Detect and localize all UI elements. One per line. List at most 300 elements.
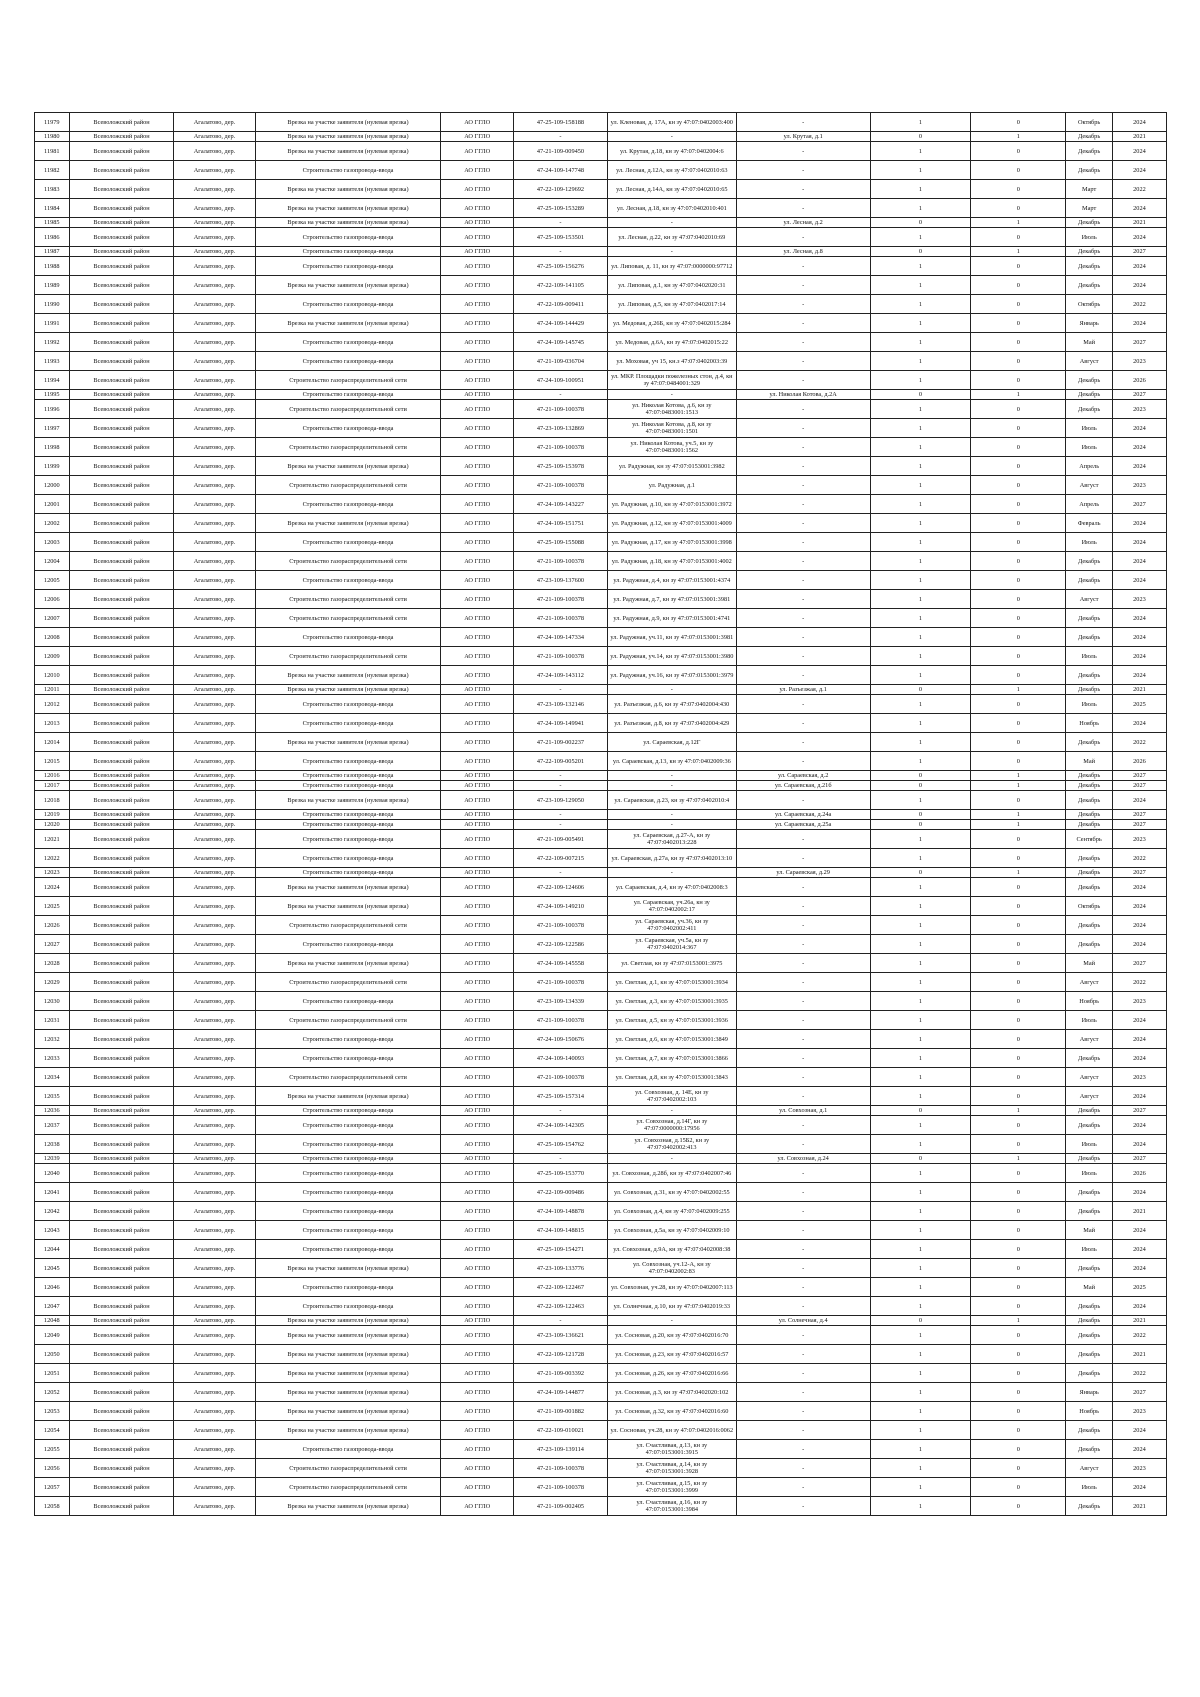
cell-count-a: 0 (870, 218, 971, 228)
cell-address-cadastral: ул. Совхозная, д.14Г, кн зу 47:07:0000000:17956 (607, 1116, 736, 1135)
cell-work-type: Врезка на участке заявителя (нулевая врезка) (255, 685, 441, 695)
cell-address-cadastral: - (607, 1154, 736, 1164)
cell-district: Всеволожский район (69, 514, 174, 533)
cell-application-number: 47-25-109-157314 (513, 1087, 607, 1106)
table-row (35, 571, 1167, 590)
cell-application-number: 47-21-109-100378 (513, 400, 607, 419)
cell-work-type: Строительство газораспределительной сети (255, 400, 441, 419)
cell-count-b: 0 (971, 897, 1066, 916)
cell-month: Декабрь (1066, 276, 1112, 295)
cell-count-b: 0 (971, 628, 1066, 647)
table-row (35, 1068, 1167, 1087)
cell-month: Май (1066, 752, 1112, 771)
cell-row-number: 12041 (35, 1183, 70, 1202)
cell-street-address: - (736, 1116, 870, 1135)
cell-count-a: 1 (870, 1478, 971, 1497)
cell-row-number: 12047 (35, 1297, 70, 1316)
cell-organization: АО ГГЛО (441, 228, 513, 247)
cell-settlement: Агалатово, дер. (174, 314, 255, 333)
cell-address-cadastral: - (607, 132, 736, 142)
cell-address-cadastral: ул. Светлая, кн зу 47:07:0153001:3975 (607, 954, 736, 973)
cell-application-number: 47-22-109-007215 (513, 849, 607, 868)
cell-street-address: - (736, 180, 870, 199)
cell-work-type: Врезка на участке заявителя (нулевая врезка) (255, 954, 441, 973)
cell-year: 2024 (1112, 1183, 1166, 1202)
cell-year: 2024 (1112, 714, 1166, 733)
cell-settlement: Агалатово, дер. (174, 132, 255, 142)
cell-count-a: 1 (870, 514, 971, 533)
cell-month: Декабрь (1066, 552, 1112, 571)
cell-year: 2021 (1112, 218, 1166, 228)
cell-application-number: 47-22-109-009486 (513, 1183, 607, 1202)
cell-application-number: 47-21-109-002237 (513, 733, 607, 752)
cell-work-type: Строительство газопровода-ввода (255, 419, 441, 438)
cell-year: 2023 (1112, 992, 1166, 1011)
cell-count-b: 0 (971, 1345, 1066, 1364)
cell-row-number: 12006 (35, 590, 70, 609)
cell-row-number: 12048 (35, 1316, 70, 1326)
cell-district: Всеволожский район (69, 1164, 174, 1183)
cell-row-number: 12020 (35, 820, 70, 830)
cell-address-cadastral: ул. Сараевская, д.27-А, кн зу 47:07:0402013:228 (607, 830, 736, 849)
cell-row-number: 12040 (35, 1164, 70, 1183)
cell-settlement: Агалатово, дер. (174, 954, 255, 973)
cell-row-number: 12029 (35, 973, 70, 992)
cell-count-a: 1 (870, 400, 971, 419)
cell-address-cadastral: ул. Радужная, уч.14, кн зу 47:07:0153001:3980 (607, 647, 736, 666)
cell-year: 2024 (1112, 228, 1166, 247)
cell-year: 2027 (1112, 495, 1166, 514)
cell-application-number: 47-21-109-100378 (513, 552, 607, 571)
cell-count-a: 1 (870, 1402, 971, 1421)
cell-row-number: 12024 (35, 878, 70, 897)
cell-count-b: 1 (971, 132, 1066, 142)
table-row (35, 992, 1167, 1011)
table-row (35, 1316, 1167, 1326)
cell-street-address: - (736, 1459, 870, 1478)
cell-work-type: Врезка на участке заявителя (нулевая врезка) (255, 457, 441, 476)
cell-street-address: - (736, 752, 870, 771)
cell-work-type: Врезка на участке заявителя (нулевая врезка) (255, 180, 441, 199)
cell-year: 2022 (1112, 1326, 1166, 1345)
cell-street-address: ул. Совхозная, д.24 (736, 1154, 870, 1164)
cell-row-number: 12012 (35, 695, 70, 714)
cell-application-number: 47-24-109-150676 (513, 1030, 607, 1049)
cell-row-number: 12018 (35, 791, 70, 810)
cell-count-b: 0 (971, 1030, 1066, 1049)
cell-year: 2025 (1112, 1278, 1166, 1297)
cell-year: 2024 (1112, 791, 1166, 810)
cell-address-cadastral: - (607, 771, 736, 781)
cell-application-number: 47-21-109-009450 (513, 142, 607, 161)
cell-street-address: - (736, 1202, 870, 1221)
cell-address-cadastral: ул. Крутая, д.18, кн зу 47:07:0402004:6 (607, 142, 736, 161)
cell-organization: АО ГГЛО (441, 666, 513, 685)
cell-work-type: Строительство газораспределительной сети (255, 371, 441, 390)
cell-organization: АО ГГЛО (441, 1221, 513, 1240)
cell-count-a: 1 (870, 1087, 971, 1106)
cell-count-b: 0 (971, 257, 1066, 276)
cell-work-type: Строительство газопровода-ввода (255, 571, 441, 590)
cell-street-address: - (736, 1478, 870, 1497)
cell-month: Декабрь (1066, 142, 1112, 161)
cell-work-type: Врезка на участке заявителя (нулевая врезка) (255, 218, 441, 228)
cell-address-cadastral: - (607, 781, 736, 791)
table-row (35, 1421, 1167, 1440)
cell-address-cadastral: ул. Совхозная, д. 14Е, кн зу 47:07:0402002:103 (607, 1087, 736, 1106)
cell-district: Всеволожский район (69, 1240, 174, 1259)
cell-settlement: Агалатово, дер. (174, 276, 255, 295)
cell-count-a: 1 (870, 1459, 971, 1478)
table-row (35, 514, 1167, 533)
cell-organization: АО ГГЛО (441, 333, 513, 352)
cell-row-number: 11998 (35, 438, 70, 457)
cell-district: Всеволожский район (69, 247, 174, 257)
cell-organization: АО ГГЛО (441, 390, 513, 400)
cell-work-type: Врезка на участке заявителя (нулевая врезка) (255, 878, 441, 897)
cell-work-type: Врезка на участке заявителя (нулевая врезка) (255, 1402, 441, 1421)
cell-settlement: Агалатово, дер. (174, 1135, 255, 1154)
cell-district: Всеволожский район (69, 552, 174, 571)
cell-work-type: Строительство газопровода-ввода (255, 1154, 441, 1164)
cell-settlement: Агалатово, дер. (174, 1221, 255, 1240)
cell-work-type: Строительство газопровода-ввода (255, 228, 441, 247)
cell-settlement: Агалатово, дер. (174, 113, 255, 132)
cell-application-number: 47-24-109-145745 (513, 333, 607, 352)
cell-settlement: Агалатово, дер. (174, 1240, 255, 1259)
cell-count-b: 0 (971, 199, 1066, 218)
cell-row-number: 12050 (35, 1345, 70, 1364)
cell-count-b: 0 (971, 954, 1066, 973)
cell-address-cadastral: - (607, 1106, 736, 1116)
cell-year: 2024 (1112, 438, 1166, 457)
cell-address-cadastral: ул. Радужная, д.17, кн зу 47:07:0153001:3998 (607, 533, 736, 552)
cell-street-address: - (736, 457, 870, 476)
cell-settlement: Агалатово, дер. (174, 695, 255, 714)
cell-address-cadastral: ул. Радужная, д.7, кн зу 47:07:0153001:3981 (607, 590, 736, 609)
cell-count-b: 1 (971, 1106, 1066, 1116)
cell-row-number: 12017 (35, 781, 70, 791)
cell-year: 2024 (1112, 897, 1166, 916)
cell-work-type: Строительство газораспределительной сети (255, 609, 441, 628)
cell-work-type: Строительство газопровода-ввода (255, 820, 441, 830)
cell-district: Всеволожский район (69, 1087, 174, 1106)
cell-organization: АО ГГЛО (441, 1068, 513, 1087)
cell-month: Сентябрь (1066, 830, 1112, 849)
cell-month: Июль (1066, 533, 1112, 552)
cell-month: Декабрь (1066, 1364, 1112, 1383)
cell-application-number: 47-25-109-153501 (513, 228, 607, 247)
cell-organization: АО ГГЛО (441, 954, 513, 973)
cell-street-address: - (736, 992, 870, 1011)
cell-month: Август (1066, 1459, 1112, 1478)
cell-application-number: - (513, 1106, 607, 1116)
cell-organization: АО ГГЛО (441, 400, 513, 419)
cell-address-cadastral: ул. Радужная, уч.16, кн зу 47:07:0153001:3979 (607, 666, 736, 685)
cell-application-number: 47-25-109-154762 (513, 1135, 607, 1154)
cell-row-number: 12005 (35, 571, 70, 590)
cell-street-address: - (736, 314, 870, 333)
cell-row-number: 12043 (35, 1221, 70, 1240)
cell-settlement: Агалатово, дер. (174, 714, 255, 733)
cell-work-type: Строительство газопровода-ввода (255, 1183, 441, 1202)
cell-year: 2023 (1112, 400, 1166, 419)
cell-settlement: Агалатово, дер. (174, 1068, 255, 1087)
cell-settlement: Агалатово, дер. (174, 666, 255, 685)
cell-work-type: Врезка на участке заявителя (нулевая врезка) (255, 1383, 441, 1402)
table-row (35, 257, 1167, 276)
cell-application-number: - (513, 218, 607, 228)
cell-count-a: 1 (870, 1116, 971, 1135)
cell-district: Всеволожский район (69, 1345, 174, 1364)
cell-organization: АО ГГЛО (441, 820, 513, 830)
cell-count-b: 0 (971, 1164, 1066, 1183)
cell-street-address: - (736, 878, 870, 897)
cell-district: Всеволожский район (69, 180, 174, 199)
cell-count-a: 1 (870, 1221, 971, 1240)
cell-month: Март (1066, 180, 1112, 199)
table-row (35, 897, 1167, 916)
cell-row-number: 11993 (35, 352, 70, 371)
table-row (35, 714, 1167, 733)
cell-row-number: 12055 (35, 1440, 70, 1459)
table-row (35, 400, 1167, 419)
cell-month: Декабрь (1066, 1326, 1112, 1345)
cell-address-cadastral: ул. Светлая, д.8, кн зу 47:07:0153001:3843 (607, 1068, 736, 1087)
cell-row-number: 11999 (35, 457, 70, 476)
cell-settlement: Агалатово, дер. (174, 791, 255, 810)
cell-count-a: 0 (870, 1316, 971, 1326)
cell-count-b: 0 (971, 590, 1066, 609)
cell-organization: АО ГГЛО (441, 1383, 513, 1402)
cell-count-b: 0 (971, 333, 1066, 352)
table-row (35, 781, 1167, 791)
cell-application-number: 47-23-109-139114 (513, 1440, 607, 1459)
cell-month: Декабрь (1066, 771, 1112, 781)
cell-organization: АО ГГЛО (441, 781, 513, 791)
cell-count-a: 1 (870, 628, 971, 647)
cell-work-type: Строительство газораспределительной сети (255, 916, 441, 935)
cell-street-address: - (736, 276, 870, 295)
cell-year: 2027 (1112, 1106, 1166, 1116)
cell-district: Всеволожский район (69, 666, 174, 685)
cell-settlement: Агалатово, дер. (174, 199, 255, 218)
cell-application-number: 47-25-109-158188 (513, 113, 607, 132)
cell-organization: АО ГГЛО (441, 276, 513, 295)
cell-street-address: - (736, 1049, 870, 1068)
cell-address-cadastral: ул. Николая Котова, д.8, кн зу 47:07:0483001:1501 (607, 419, 736, 438)
cell-district: Всеволожский район (69, 714, 174, 733)
cell-settlement: Агалатово, дер. (174, 161, 255, 180)
cell-year: 2024 (1112, 113, 1166, 132)
cell-district: Всеволожский район (69, 571, 174, 590)
cell-settlement: Агалатово, дер. (174, 1278, 255, 1297)
cell-organization: АО ГГЛО (441, 1116, 513, 1135)
cell-street-address: - (736, 571, 870, 590)
cell-organization: АО ГГЛО (441, 1106, 513, 1116)
cell-address-cadastral: ул. Совхозная, д.4, кн зу 47:07:0402009:255 (607, 1202, 736, 1221)
cell-settlement: Агалатово, дер. (174, 868, 255, 878)
cell-count-a: 1 (870, 314, 971, 333)
cell-row-number: 12009 (35, 647, 70, 666)
cell-district: Всеволожский район (69, 1202, 174, 1221)
cell-organization: АО ГГЛО (441, 1011, 513, 1030)
cell-year: 2023 (1112, 476, 1166, 495)
cell-settlement: Агалатово, дер. (174, 1011, 255, 1030)
table-row (35, 954, 1167, 973)
cell-organization: АО ГГЛО (441, 1202, 513, 1221)
cell-count-b: 0 (971, 916, 1066, 935)
cell-row-number: 12045 (35, 1259, 70, 1278)
cell-street-address: - (736, 257, 870, 276)
cell-work-type: Строительство газораспределительной сети (255, 1068, 441, 1087)
cell-count-a: 1 (870, 878, 971, 897)
cell-district: Всеволожский район (69, 257, 174, 276)
cell-work-type: Строительство газопровода-ввода (255, 1297, 441, 1316)
cell-district: Всеволожский район (69, 1011, 174, 1030)
cell-month: Август (1066, 476, 1112, 495)
cell-year: 2024 (1112, 161, 1166, 180)
cell-district: Всеволожский район (69, 752, 174, 771)
cell-month: Декабрь (1066, 571, 1112, 590)
table-row (35, 771, 1167, 781)
cell-year: 2023 (1112, 1459, 1166, 1478)
cell-settlement: Агалатово, дер. (174, 142, 255, 161)
cell-count-a: 1 (870, 1345, 971, 1364)
cell-count-b: 0 (971, 419, 1066, 438)
cell-street-address: ул. Сараевская, д.21б (736, 781, 870, 791)
cell-count-a: 0 (870, 247, 971, 257)
cell-year: 2023 (1112, 1068, 1166, 1087)
cell-count-b: 0 (971, 142, 1066, 161)
cell-work-type: Строительство газопровода-ввода (255, 1440, 441, 1459)
cell-count-a: 1 (870, 438, 971, 457)
cell-settlement: Агалатово, дер. (174, 533, 255, 552)
cell-organization: АО ГГЛО (441, 628, 513, 647)
cell-application-number: 47-24-109-145558 (513, 954, 607, 973)
cell-address-cadastral: ул. Сосновая, д.32, кн зу 47:07:0402016:60 (607, 1402, 736, 1421)
cell-address-cadastral: ул. Совхозная, д.31, кн зу 47:07:0402002:55 (607, 1183, 736, 1202)
table-row (35, 590, 1167, 609)
cell-street-address: ул. Сараевская, д.29 (736, 868, 870, 878)
cell-application-number: 47-22-109-122586 (513, 935, 607, 954)
cell-work-type: Врезка на участке заявителя (нулевая врезка) (255, 1087, 441, 1106)
cell-year: 2024 (1112, 1221, 1166, 1240)
cell-organization: АО ГГЛО (441, 647, 513, 666)
cell-month: Июль (1066, 695, 1112, 714)
cell-street-address: - (736, 552, 870, 571)
table-row (35, 1154, 1167, 1164)
cell-settlement: Агалатово, дер. (174, 733, 255, 752)
cell-district: Всеволожский район (69, 647, 174, 666)
cell-street-address: - (736, 333, 870, 352)
cell-month: Декабрь (1066, 1497, 1112, 1516)
cell-work-type: Врезка на участке заявителя (нулевая врезка) (255, 1421, 441, 1440)
cell-settlement: Агалатово, дер. (174, 1440, 255, 1459)
cell-work-type: Строительство газораспределительной сети (255, 1011, 441, 1030)
cell-settlement: Агалатово, дер. (174, 1164, 255, 1183)
cell-month: Декабрь (1066, 916, 1112, 935)
cell-work-type: Строительство газопровода-ввода (255, 1116, 441, 1135)
cell-work-type: Строительство газопровода-ввода (255, 495, 441, 514)
cell-row-number: 11992 (35, 333, 70, 352)
cell-organization: АО ГГЛО (441, 771, 513, 781)
cell-application-number: 47-22-109-122463 (513, 1297, 607, 1316)
table-row (35, 199, 1167, 218)
cell-count-b: 1 (971, 810, 1066, 820)
cell-year: 2024 (1112, 935, 1166, 954)
cell-address-cadastral: ул. Совхозная, д.9А, кн зу 47:07:0402008:38 (607, 1240, 736, 1259)
cell-organization: АО ГГЛО (441, 733, 513, 752)
cell-district: Всеволожский район (69, 685, 174, 695)
cell-count-b: 0 (971, 571, 1066, 590)
cell-district: Всеволожский район (69, 295, 174, 314)
table-row (35, 1087, 1167, 1106)
cell-month: Август (1066, 590, 1112, 609)
cell-work-type: Строительство газораспределительной сети (255, 476, 441, 495)
cell-month: Декабрь (1066, 132, 1112, 142)
cell-count-a: 1 (870, 495, 971, 514)
cell-address-cadastral: ул. Радужная, д.9, кн зу 47:07:0153001:4741 (607, 609, 736, 628)
cell-organization: АО ГГЛО (441, 935, 513, 954)
cell-organization: АО ГГЛО (441, 878, 513, 897)
cell-organization: АО ГГЛО (441, 257, 513, 276)
table-row (35, 438, 1167, 457)
cell-work-type: Строительство газопровода-ввода (255, 1135, 441, 1154)
cell-count-b: 0 (971, 276, 1066, 295)
cell-application-number: 47-21-109-100378 (513, 647, 607, 666)
cell-year: 2024 (1112, 552, 1166, 571)
cell-district: Всеволожский район (69, 1459, 174, 1478)
cell-month: Июль (1066, 1240, 1112, 1259)
cell-address-cadastral: ул. Сараевская, д.13, кн зу 47:07:0402009:36 (607, 752, 736, 771)
cell-settlement: Агалатово, дер. (174, 295, 255, 314)
table-row (35, 295, 1167, 314)
cell-year: 2022 (1112, 180, 1166, 199)
cell-count-b: 0 (971, 992, 1066, 1011)
cell-month: Декабрь (1066, 1049, 1112, 1068)
cell-application-number: 47-24-109-151751 (513, 514, 607, 533)
cell-organization: АО ГГЛО (441, 314, 513, 333)
cell-district: Всеволожский район (69, 1183, 174, 1202)
cell-row-number: 12058 (35, 1497, 70, 1516)
cell-application-number: - (513, 820, 607, 830)
cell-count-b: 0 (971, 1278, 1066, 1297)
cell-work-type: Строительство газораспределительной сети (255, 647, 441, 666)
table-row (35, 1049, 1167, 1068)
cell-count-b: 0 (971, 752, 1066, 771)
cell-count-a: 1 (870, 1202, 971, 1221)
cell-work-type: Строительство газопровода-ввода (255, 161, 441, 180)
cell-row-number: 11979 (35, 113, 70, 132)
cell-month: Декабрь (1066, 1421, 1112, 1440)
cell-organization: АО ГГЛО (441, 1364, 513, 1383)
cell-count-a: 1 (870, 1068, 971, 1087)
table-row (35, 1116, 1167, 1135)
cell-district: Всеволожский район (69, 1402, 174, 1421)
cell-street-address: - (736, 1087, 870, 1106)
cell-row-number: 12034 (35, 1068, 70, 1087)
table-row (35, 247, 1167, 257)
cell-application-number: 47-24-109-149210 (513, 897, 607, 916)
cell-settlement: Агалатово, дер. (174, 352, 255, 371)
cell-count-b: 0 (971, 1459, 1066, 1478)
cell-settlement: Агалатово, дер. (174, 647, 255, 666)
cell-month: Август (1066, 1030, 1112, 1049)
cell-month: Май (1066, 954, 1112, 973)
cell-street-address: - (736, 897, 870, 916)
cell-count-a: 0 (870, 810, 971, 820)
